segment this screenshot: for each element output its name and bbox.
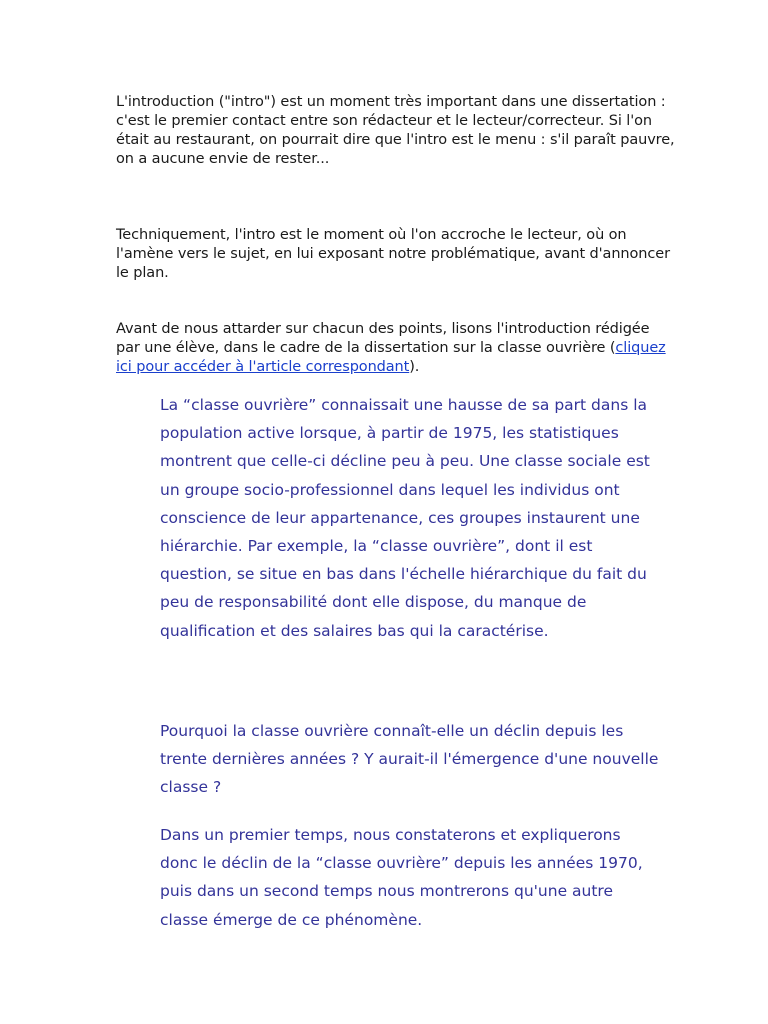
intro-paragraph-3-end: ). <box>409 359 420 375</box>
example-intro-plan: Dans un premier temps, nous constaterons et expliquerons donc le déclin de la “classe ouvrière” depuis les années 1970, puis dans un second temps nous montrerons qu'une autre classe émerge de ce phénomène. <box>160 826 643 929</box>
intro-paragraph-3-text: Avant de nous attarder sur chacun des points, lisons l'introduction rédigée par une élève, dans le cadre de la dissertation sur la classe ouvrière ( <box>116 321 650 356</box>
intro-paragraph-1: L'introduction ("intro") est un moment très important dans une dissertation : c'est le premier contact entre son rédacteur et le lecteur/correcteur. Si l'on était au restaurant, on pourrait dire que l'intro est le menu : s'il paraît pauvre, on a aucune envie de rester... <box>116 94 675 167</box>
intro-paragraph-3 <box>116 320 676 377</box>
article-link[interactable]: cliquez ici pour accéder à l'article correspondant <box>116 340 666 375</box>
intro-paragraph-2: Techniquement, l'intro est le moment où l'on accroche le lecteur, où on l'amène vers le sujet, en lui exposant notre problématique, avant d'annoncer le plan. <box>116 227 670 281</box>
example-intro-paragraph-1: La “classe ouvrière” connaissait une hausse de sa part dans la population active lorsque, à partir de 1975, les statistiques montrent que celle-ci décline peu à peu. Une classe sociale est un groupe socio-professionnel dans lequel les individus ont conscience de leur appartenance, ces groupes instaurent une hiérarchie. Par exemple, la “classe ouvrière”, dont il est question, se situe en bas dans l'échelle hiérarchique du fait du peu de responsabilité dont elle dispose, du manque de qualification et des salaires bas qui la caractérise. <box>160 396 650 640</box>
example-intro-problematic: Pourquoi la classe ouvrière connaît-elle un déclin depuis les trente dernières années ? Y aurait-il l'émergence d'une nouvelle classe ? <box>160 722 659 797</box>
